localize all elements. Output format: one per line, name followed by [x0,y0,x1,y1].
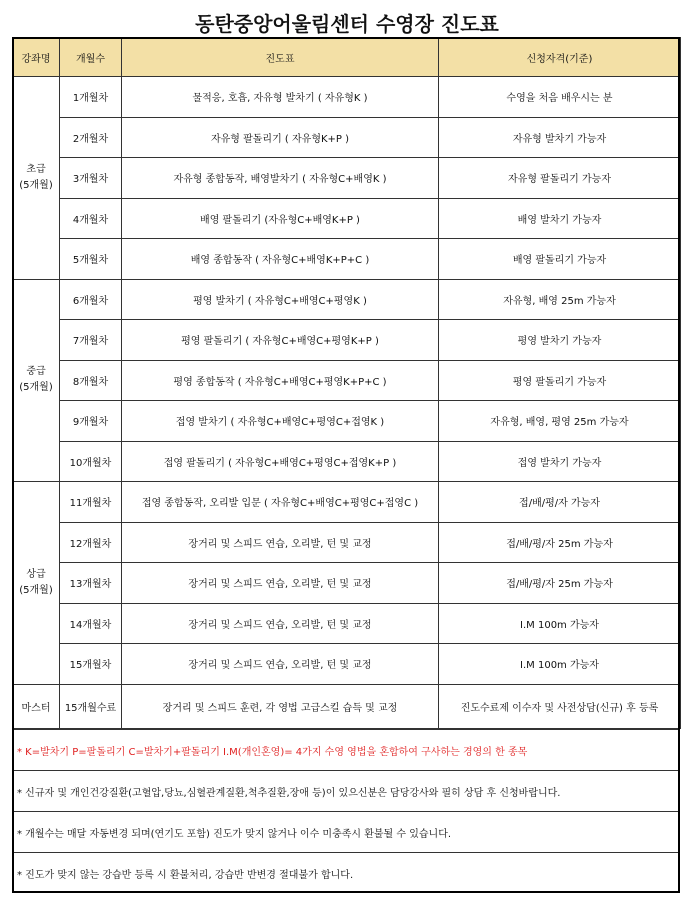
qualification-cell: 평영 발차기 가능자 [439,320,681,361]
month-cell: 1개월차 [60,77,122,118]
header-qualification: 신청자격(기준) [439,38,681,77]
progress-cell: 장거리 및 스피드 연습, 오리발, 턴 및 교정 [122,603,439,644]
progress-cell: 물적응, 호흡, 자유형 발차기 ( 자유형K ) [122,77,439,118]
progress-cell: 평영 발차기 ( 자유형C+배영C+평영K ) [122,279,439,320]
qualification-cell: 자유형 발차기 가능자 [439,117,681,158]
progress-cell: 평영 종합동작 ( 자유형C+배영C+평영K+P+C ) [122,360,439,401]
qualification-cell: 자유형 팔돌리기 가능자 [439,158,681,199]
progress-cell: 배영 종합동작 ( 자유형C+배영K+P+C ) [122,239,439,280]
level-name: 초급 [26,163,46,175]
master-name-cell: 마스터 [13,684,60,728]
qualification-cell: I.M 100m 가능자 [439,603,681,644]
month-cell: 13개월차 [60,563,122,604]
qualification-cell: 평영 팔돌리기 가능자 [439,360,681,401]
level-duration: (5개월) [19,179,53,191]
month-cell: 7개월차 [60,320,122,361]
month-cell: 12개월차 [60,522,122,563]
qualification-cell: 접/배/평/자 가능자 [439,482,681,523]
qualification-cell: 접영 발차기 가능자 [439,441,681,482]
progress-cell: 접영 발차기 ( 자유형C+배영C+평영C+접영K ) [122,401,439,442]
progress-cell: 배영 팔돌리기 (자유형C+배영K+P ) [122,198,439,239]
month-cell: 6개월차 [60,279,122,320]
level-name: 상급 [26,568,46,580]
qualification-cell: 배영 팔돌리기 가능자 [439,239,681,280]
header-progress: 진도표 [122,38,439,77]
qualification-cell: 접/배/평/자 25m 가능자 [439,563,681,604]
month-cell: 9개월차 [60,401,122,442]
table-frame [12,37,680,893]
qualification-cell: 수영을 처음 배우시는 분 [439,77,681,118]
progress-cell: 평영 팔돌리기 ( 자유형C+배영C+평영K+P ) [122,320,439,361]
qualification-cell: 접/배/평/자 25m 가능자 [439,522,681,563]
note-item: * 진도가 맞지 않는 강습반 등록 시 환불처리, 강습반 반변경 절대불가 합니다. [12,852,680,893]
progress-cell: 자유형 종합동작, 배영발차기 ( 자유형C+배영K ) [122,158,439,199]
qualification-cell: 자유형, 배영, 평영 25m 가능자 [439,401,681,442]
level-name: 중급 [26,366,46,378]
progress-cell: 접영 종합동작, 오리발 입문 ( 자유형C+배영C+평영C+접영C ) [122,482,439,523]
master-month-cell: 15개월수료 [60,684,122,728]
note-item: * K=발차기 P=팔돌리기 C=발차기+팔돌리기 I.M(개인혼영)= 4가지 수영 영법을 혼합하여 구사하는 경영의 한 종목 [12,729,680,770]
month-cell: 2개월차 [60,117,122,158]
month-cell: 5개월차 [60,239,122,280]
master-qualification-cell: 진도수료제 이수자 및 사전상담(신규) 후 등록 [439,684,681,728]
month-cell: 14개월차 [60,603,122,644]
page-title: 동탄중앙어울림센터 수영장 진도표 [195,12,499,36]
month-cell: 4개월차 [60,198,122,239]
progress-cell: 접영 팔돌리기 ( 자유형C+배영C+평영C+접영K+P ) [122,441,439,482]
month-cell: 11개월차 [60,482,122,523]
progress-cell: 장거리 및 스피드 연습, 오리발, 턴 및 교정 [122,563,439,604]
note-item: * 신규자 및 개인건강질환(고혈압,당뇨,심혈관계질환,척추질환,장애 등)이 있으신분은 담당강사와 필히 상담 후 신청바랍니다. [12,770,680,811]
qualification-cell: I.M 100m 가능자 [439,644,681,685]
progress-cell: 장거리 및 스피드 연습, 오리발, 턴 및 교정 [122,522,439,563]
month-cell: 10개월차 [60,441,122,482]
qualification-cell: 자유형, 배영 25m 가능자 [439,279,681,320]
header-month: 개월수 [60,38,122,77]
month-cell: 8개월차 [60,360,122,401]
level-duration: (5개월) [19,382,53,394]
progress-cell: 장거리 및 스피드 연습, 오리발, 턴 및 교정 [122,644,439,685]
master-progress-cell: 장거리 및 스피드 훈련, 각 영법 고급스킬 습득 및 교정 [122,684,439,728]
qualification-cell: 배영 발차기 가능자 [439,198,681,239]
level-duration: (5개월) [19,584,53,596]
note-item: * 개월수는 매달 자동변경 되며(연기도 포함) 진도가 맞지 않거나 이수 미충족시 환불될 수 있습니다. [12,811,680,852]
progress-cell: 자유형 팔돌리기 ( 자유형K+P ) [122,117,439,158]
month-cell: 3개월차 [60,158,122,199]
month-cell: 15개월차 [60,644,122,685]
header-course: 강좌명 [13,38,60,77]
